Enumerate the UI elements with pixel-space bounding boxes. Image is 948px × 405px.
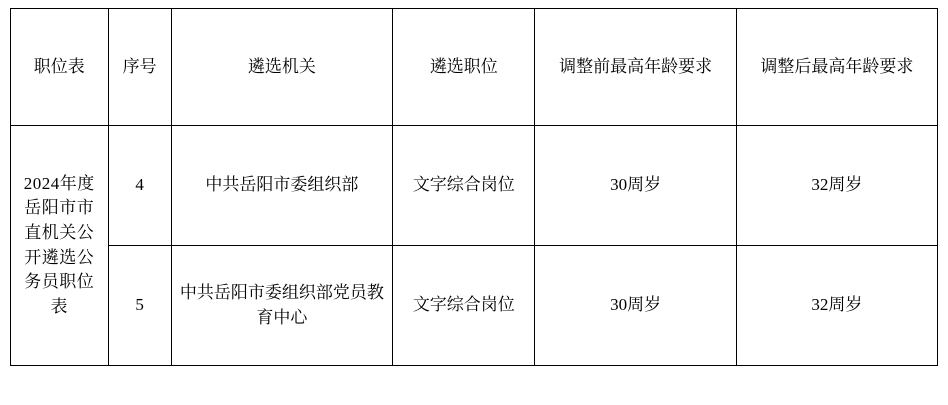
header-position: 遴选职位 [393, 9, 535, 126]
header-sequence: 序号 [108, 9, 171, 126]
table-row [11, 126, 938, 246]
header-agency: 遴选机关 [171, 9, 393, 126]
cell-age-before: 30周岁 [535, 126, 736, 246]
cell-position: 文字综合岗位 [393, 246, 535, 366]
table-header [11, 9, 938, 126]
table-row [11, 246, 938, 366]
cell-age-before: 30周岁 [535, 246, 736, 366]
header-row [11, 9, 938, 126]
cell-age-after: 32周岁 [736, 126, 937, 246]
table-body [11, 126, 938, 366]
cell-agency: 中共岳阳市委组织部 [171, 126, 393, 246]
header-job-table: 职位表 [11, 9, 109, 126]
header-age-after: 调整后最高年龄要求 [736, 9, 937, 126]
cell-age-after: 32周岁 [736, 246, 937, 366]
cell-agency: 中共岳阳市委组织部党员教育中心 [171, 246, 393, 366]
job-adjustment-table [10, 8, 938, 366]
header-age-before: 调整前最高年龄要求 [535, 9, 736, 126]
cell-sequence: 4 [108, 126, 171, 246]
cell-sequence: 5 [108, 246, 171, 366]
cell-position: 文字综合岗位 [393, 126, 535, 246]
row-label-job-table: 2024年度岳阳市市直机关公开遴选公务员职位表 [11, 126, 109, 366]
